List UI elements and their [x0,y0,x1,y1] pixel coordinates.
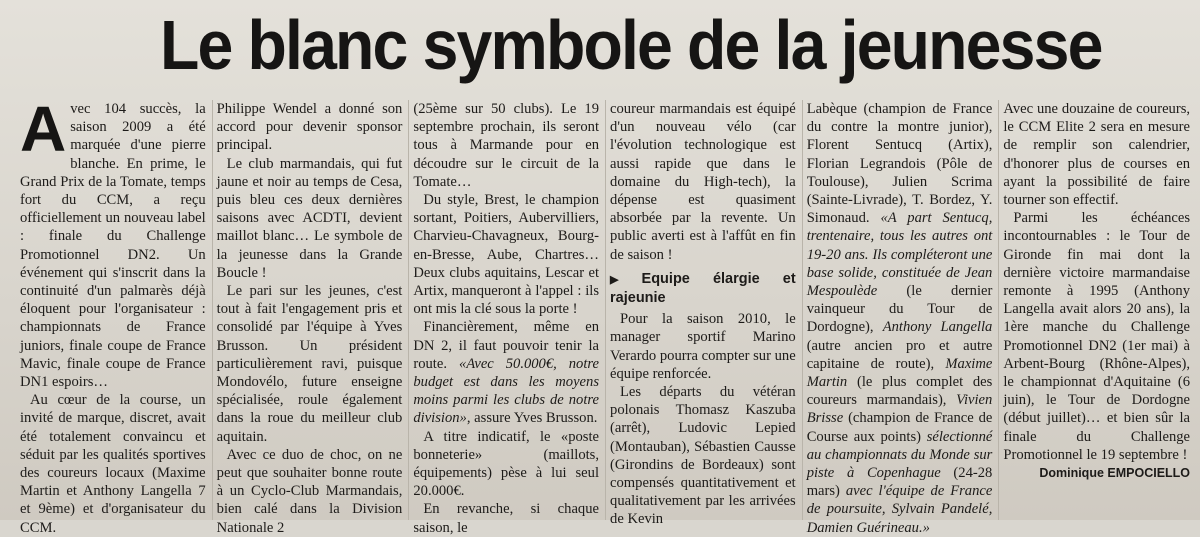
quote: «Avec 50.000€, notre budget est dans les moyens moins parmi les clubs de notre division» [413,355,600,427]
paragraph: Parmi les échéances incontournables : le Tour de Gironde fin mai dont la dernière victoire marmandaise remonte à 1995 (Anthony Langella avait alors 20 ans), la 1ère manche du Challenge Promotionnel DN2 (1er mai) à Arbent-Bourg (Rhône-Alpes), le championnat d'Aquitaine (6 juin), le Tour de Dordogne (début juillet)… et bien sûr la finale du Challenge Promotionnel le 19 septembre ! [1003,210,1191,463]
paragraph [20,93,206,391]
text: (le dernier vainqueur du Tour de Dordogne), [806,283,993,336]
paragraph: Avec ce duo de choc, on ne peut que souhaiter bonne route à un Cyclo-Club Marmandais, bien calé dans la Division Nationale 2 [216,446,403,536]
column-3 [409,100,606,536]
text: (champion de France de Course aux points) [806,410,993,445]
paragraph: Pour la saison 2010, le manager sportif Marino Verardo pourra compter sur une équipe renforcée. [610,311,796,382]
text: (24-28 mars) [806,465,993,500]
text: (le plus complet des coureurs marmandais), [806,374,993,409]
column-2 [213,100,410,536]
quote: avec l'équipe de France de poursuite, Sylvain Pandelé, Damien Guérineau.» [806,483,993,536]
paragraph: Avec une douzaine de coureurs, le CCM Elite 2 sera en mesure de remplir son calendrier, d'honorer plus de courses en ayant la possibilité de faire tourner son effectif. [1003,101,1191,209]
paragraph: Au cœur de la course, un invité de marque, discret, avait été totalement convaincu et séduit par les qualités sportives des coureurs locaux (Maxime Martin et Anthony Langella 7 et 9ème) et d'organisateur du CCM. [20,392,206,536]
quote: «A part Sentucq, trentenaire, tous les autres ont 19-20 ans. Ils compléteront une base solide, constituée de Jean Mespoulède [806,210,993,300]
paragraph: Le pari sur les jeunes, c'est tout à fait l'engagement pris et consolidé par l'équipe à Yves Brusson. Un président particulièrement ravi, puisque Mondovélo, future enseigne spécialisée, roule également dans la roue du meilleur club aquitain. [216,283,403,445]
paragraph: (25ème sur 50 clubs). Le 19 septembre prochain, ils seront tous à Marmande pour en découdre sur le circuit de la Tomate… [413,101,600,190]
paragraph [413,318,599,427]
text: , assure Yves Brusson. [466,410,598,427]
paragraph: Le club marmandais, qui fut jaune et noir au temps de Cesa, puis bleu ces deux dernières saisons avec ACDTI, devient maillot blanc… Le symbole de la jeunesse dans la Grande Boucle ! [216,155,403,281]
quote: Vivien Brisse [806,392,993,427]
text: Labèque (champion de France du contre la montre junior), Florent Sentucq (Artix), Florian Legrandois (Pôle de Toulouse), Julien Scrima (Sainte-Livrade), T. Bordez, Y. Simonaud. [806,101,993,227]
triangle-icon: ▶ [610,273,638,286]
column-5 [803,100,1000,536]
drop-cap: A [20,93,67,165]
author-signature: Dominique EMPOCIELLO [1039,466,1191,481]
quote: sélectionné au championnats du Monde sur piste à Copenhague [806,428,993,482]
text: vec 104 succès, la saison 2009 a été marquée d'une pierre blanche. En prime, le Grand Prix de la Tomate, temps fort du CCM, a reçu officiellement un nouveau label : finale du Challenge Promotionnel DN2. Un événement qui s'inscrit dans la continuité d'un palmarès déjà éloquent pour l'organisateur : championnats de France juniors, finale coupe de France Mavic, finale coupe de France DN1 espoirs… [20,101,206,391]
quote: Maxime Martin [806,355,993,391]
article-body [16,93,1196,536]
paragraph [807,100,993,537]
paragraph: A titre indicatif, le «poste bonneterie» (maillots, équipements) pèse à lui seul 20.000€. [413,428,600,500]
paragraph: Philippe Wendel a donné son accord pour devenir sponsor principal. [216,101,403,154]
paragraph: Les départs du vétéran polonais Thomasz Kaszuba (arrêt), Ludovic Lepied (Montauban), Sébastien Causse (Girondins de Bordeaux) sont compensés quantitativement et qualitativement par les arrivées de Kevin [610,384,796,528]
column-1 [16,93,213,536]
column-6 [999,100,1196,520]
paragraph: coureur marmandais est équipé d'un nouveau vélo (car l'évolution technologique est aussi rapide que dans le domaine du High-tech), la dépense est quasiment absorbée par la revente. Un public averti est à l'affût en fin de saison ! [610,101,796,263]
paragraph: En revanche, si chaque saison, le [413,501,600,536]
section-subhead [610,270,796,307]
text: (autre ancien pro et autre capitaine de route), [806,337,993,372]
headline: Le blanc symbole de la jeunesse [160,6,1102,84]
column-4 [606,100,803,528]
text: Financièrement, même en DN 2, il faut pouvoir tenir la route. [413,319,600,372]
quote: Anthony Langella [882,319,993,336]
subhead-text: Equipe élargie et rajeunie [610,270,796,307]
paragraph: Du style, Brest, le champion sortant, Poitiers, Aubervilliers, Charvieu-Chavagneux, Bourg-en-Bresse, Aube, Chartres… Deux clubs aquitains, Lescar et Artix, manqueront à l'appel : ils ont mis la clé sous la porte ! [413,192,600,318]
